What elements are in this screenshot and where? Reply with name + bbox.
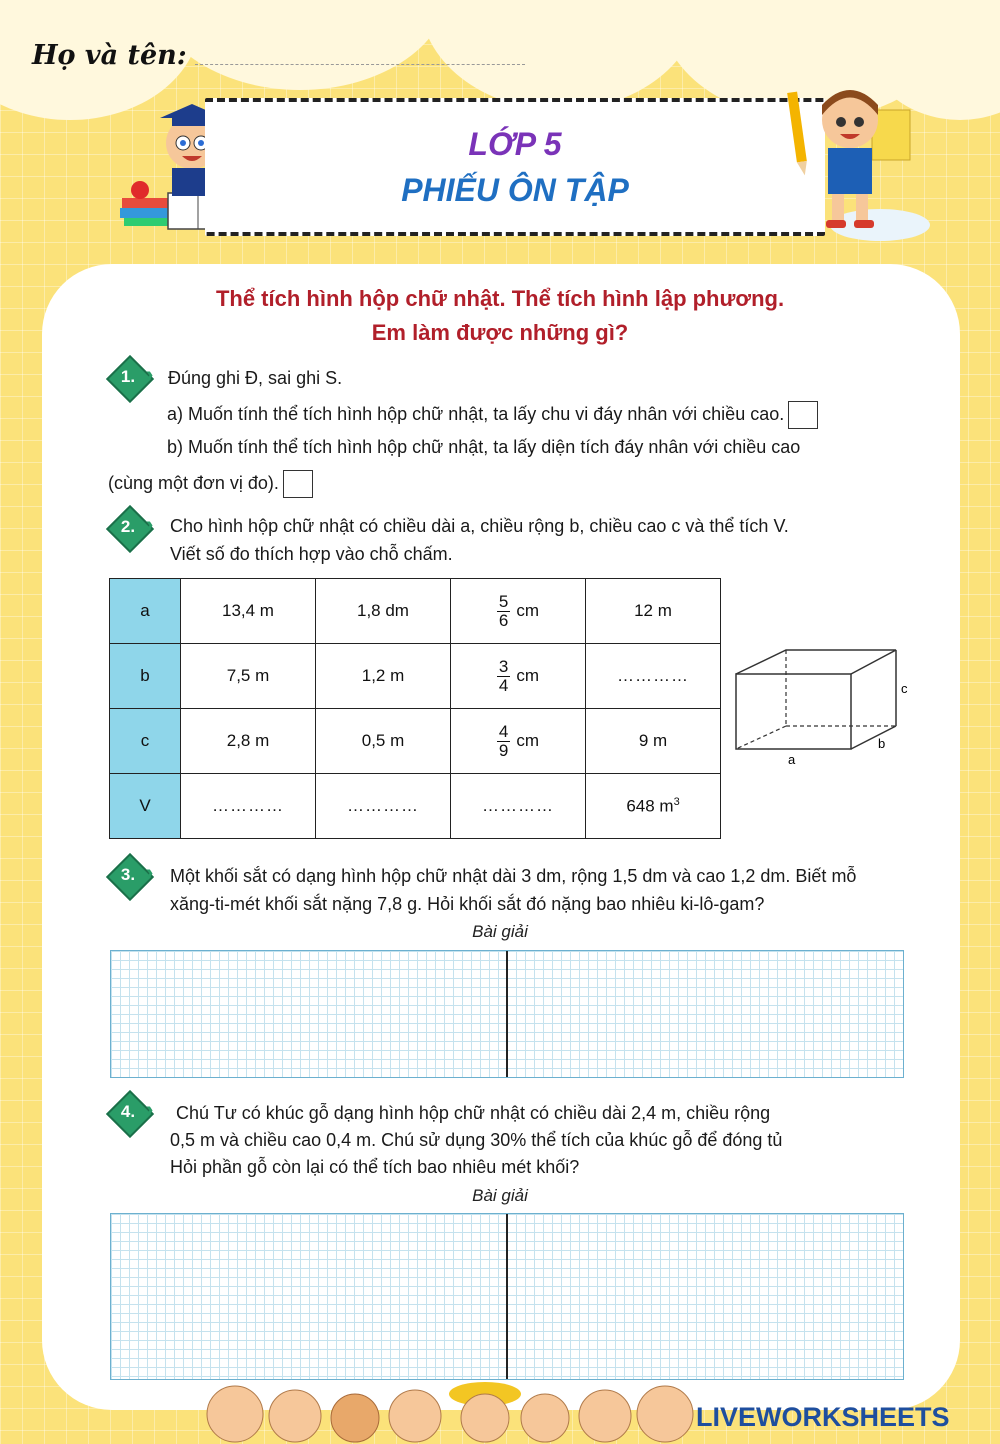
- q1-statement-a-text: a) Muốn tính thể tích hình hộp chữ nhật, ta lấy chu vi đáy nhân với chiều cao.: [167, 403, 785, 424]
- table-row: [110, 774, 721, 839]
- fraction-numerator: 3: [498, 656, 509, 676]
- q2-line2: Viết số đo thích hợp vào chỗ chấm.: [170, 544, 453, 564]
- table-cell: 13,4 m: [181, 579, 316, 644]
- chevron-icon: ››: [146, 364, 148, 386]
- lesson-title-line1: Thể tích hình hộp chữ nhật. Thể tích hình lập phương.: [215, 286, 785, 311]
- fraction-numerator: 4: [498, 721, 509, 741]
- figure-label-b: b: [878, 736, 886, 751]
- q4-line3: Hỏi phần gỗ còn lại có thể tích bao nhiêu mét khối?: [170, 1157, 580, 1177]
- fraction-numerator: 5: [498, 591, 509, 611]
- pencil-girl-illustration: [780, 80, 930, 245]
- grid-divider: [506, 951, 508, 1077]
- q1-statement-b-text: (cùng một đơn vị đo).: [108, 472, 279, 493]
- q4-line2: 0,5 m và chiều cao 0,4 m. Chú sử dụng 30% thể tích của khúc gỗ để đóng tủ: [170, 1130, 783, 1150]
- solution-label: Bài giải: [472, 1186, 528, 1205]
- fraction: [497, 658, 510, 695]
- answer-blank[interactable]: …………: [316, 774, 451, 839]
- row-header-b: b: [110, 644, 181, 709]
- table-row: [110, 709, 721, 774]
- question-number: 4.: [120, 1102, 136, 1121]
- row-header-v: V: [110, 774, 181, 839]
- q2-line1: Cho hình hộp chữ nhật có chiều dài a, chiều rộng b, chiều cao c và thể tích V.: [170, 516, 789, 536]
- volume-exponent: 3: [673, 795, 680, 808]
- unit: cm: [516, 600, 540, 620]
- figure-label-a: a: [788, 752, 796, 767]
- name-row: [32, 40, 525, 71]
- table-cell: 0,5 m: [316, 709, 451, 774]
- question-number: 1.: [120, 367, 136, 386]
- answer-blank[interactable]: …………: [586, 644, 721, 709]
- question-number: 2.: [120, 517, 136, 536]
- grade-heading: LỚP 5: [468, 126, 562, 162]
- solution-grid-q3[interactable]: [110, 950, 904, 1078]
- question-number: 3.: [120, 865, 136, 884]
- table-cell-fraction: [451, 709, 586, 774]
- q3-line2: xăng-ti-mét khối sắt nặng 7,8 g. Hỏi khối sắt đó nặng bao nhiêu ki-lô-gam?: [170, 894, 765, 914]
- q1-answer-box-a[interactable]: [788, 401, 818, 429]
- sheet-heading: PHIẾU ÔN TẬP: [401, 172, 629, 208]
- table-row: [110, 644, 721, 709]
- q3-line1: Một khối sắt có dạng hình hộp chữ nhật dài 3 dm, rộng 1,5 dm và cao 1,2 dm. Biết mỗ: [170, 866, 857, 886]
- table-cell: 12 m: [586, 579, 721, 644]
- fraction-denominator: 6: [498, 610, 509, 630]
- chevron-icon: ››: [146, 1099, 148, 1121]
- answer-blank[interactable]: …………: [451, 774, 586, 839]
- volume-value: 648 m: [626, 796, 674, 816]
- fraction: [497, 593, 510, 630]
- chevron-icon: ››: [146, 862, 148, 884]
- table-cell: 7,5 m: [181, 644, 316, 709]
- table-cell: 9 m: [586, 709, 721, 774]
- figure-label-c: c: [901, 681, 908, 696]
- table-cell-fraction: [451, 579, 586, 644]
- lesson-title-line2: Em làm được những gì?: [371, 320, 629, 345]
- fraction-denominator: 9: [498, 740, 509, 760]
- rectangular-box-figure: [728, 644, 918, 774]
- solution-label: Bài giải: [472, 922, 528, 941]
- q1-statement-b: b) Muốn tính thể tích hình hộp chữ nhật, ta lấy diện tích đáy nhân với chiều cao: [167, 437, 801, 457]
- name-input-line[interactable]: [195, 63, 525, 65]
- answer-blank[interactable]: …………: [181, 774, 316, 839]
- table-cell-volume: [586, 774, 721, 839]
- table-row: [110, 579, 721, 644]
- name-label: Họ và tên:: [32, 40, 187, 71]
- q1-answer-box-b[interactable]: [283, 470, 313, 498]
- q1-statement-a: [167, 401, 818, 429]
- q1-statement-b-cont: [108, 470, 313, 498]
- q1-prompt: Đúng ghi Đ, sai ghi S.: [168, 368, 343, 388]
- fraction-denominator: 4: [498, 675, 509, 695]
- row-header-c: c: [110, 709, 181, 774]
- chevron-icon: ››: [146, 514, 148, 536]
- liveworksheets-logo: LIVEWORKSHEETS: [696, 1402, 950, 1432]
- dimensions-table: [109, 578, 721, 839]
- unit: cm: [516, 665, 540, 685]
- fraction: [497, 723, 510, 760]
- table-cell: 2,8 m: [181, 709, 316, 774]
- table-cell: 1,2 m: [316, 644, 451, 709]
- row-header-a: a: [110, 579, 181, 644]
- children-faces-decoration: [195, 1374, 715, 1444]
- table-cell: 1,8 dm: [316, 579, 451, 644]
- title-banner: [205, 98, 825, 236]
- q4-line1: Chú Tư có khúc gỗ dạng hình hộp chữ nhật có chiều dài 2,4 m, chiều rộng: [176, 1103, 771, 1123]
- unit: cm: [516, 730, 540, 750]
- table-cell-fraction: [451, 644, 586, 709]
- grid-divider: [506, 1214, 508, 1379]
- solution-grid-q4[interactable]: [110, 1213, 904, 1380]
